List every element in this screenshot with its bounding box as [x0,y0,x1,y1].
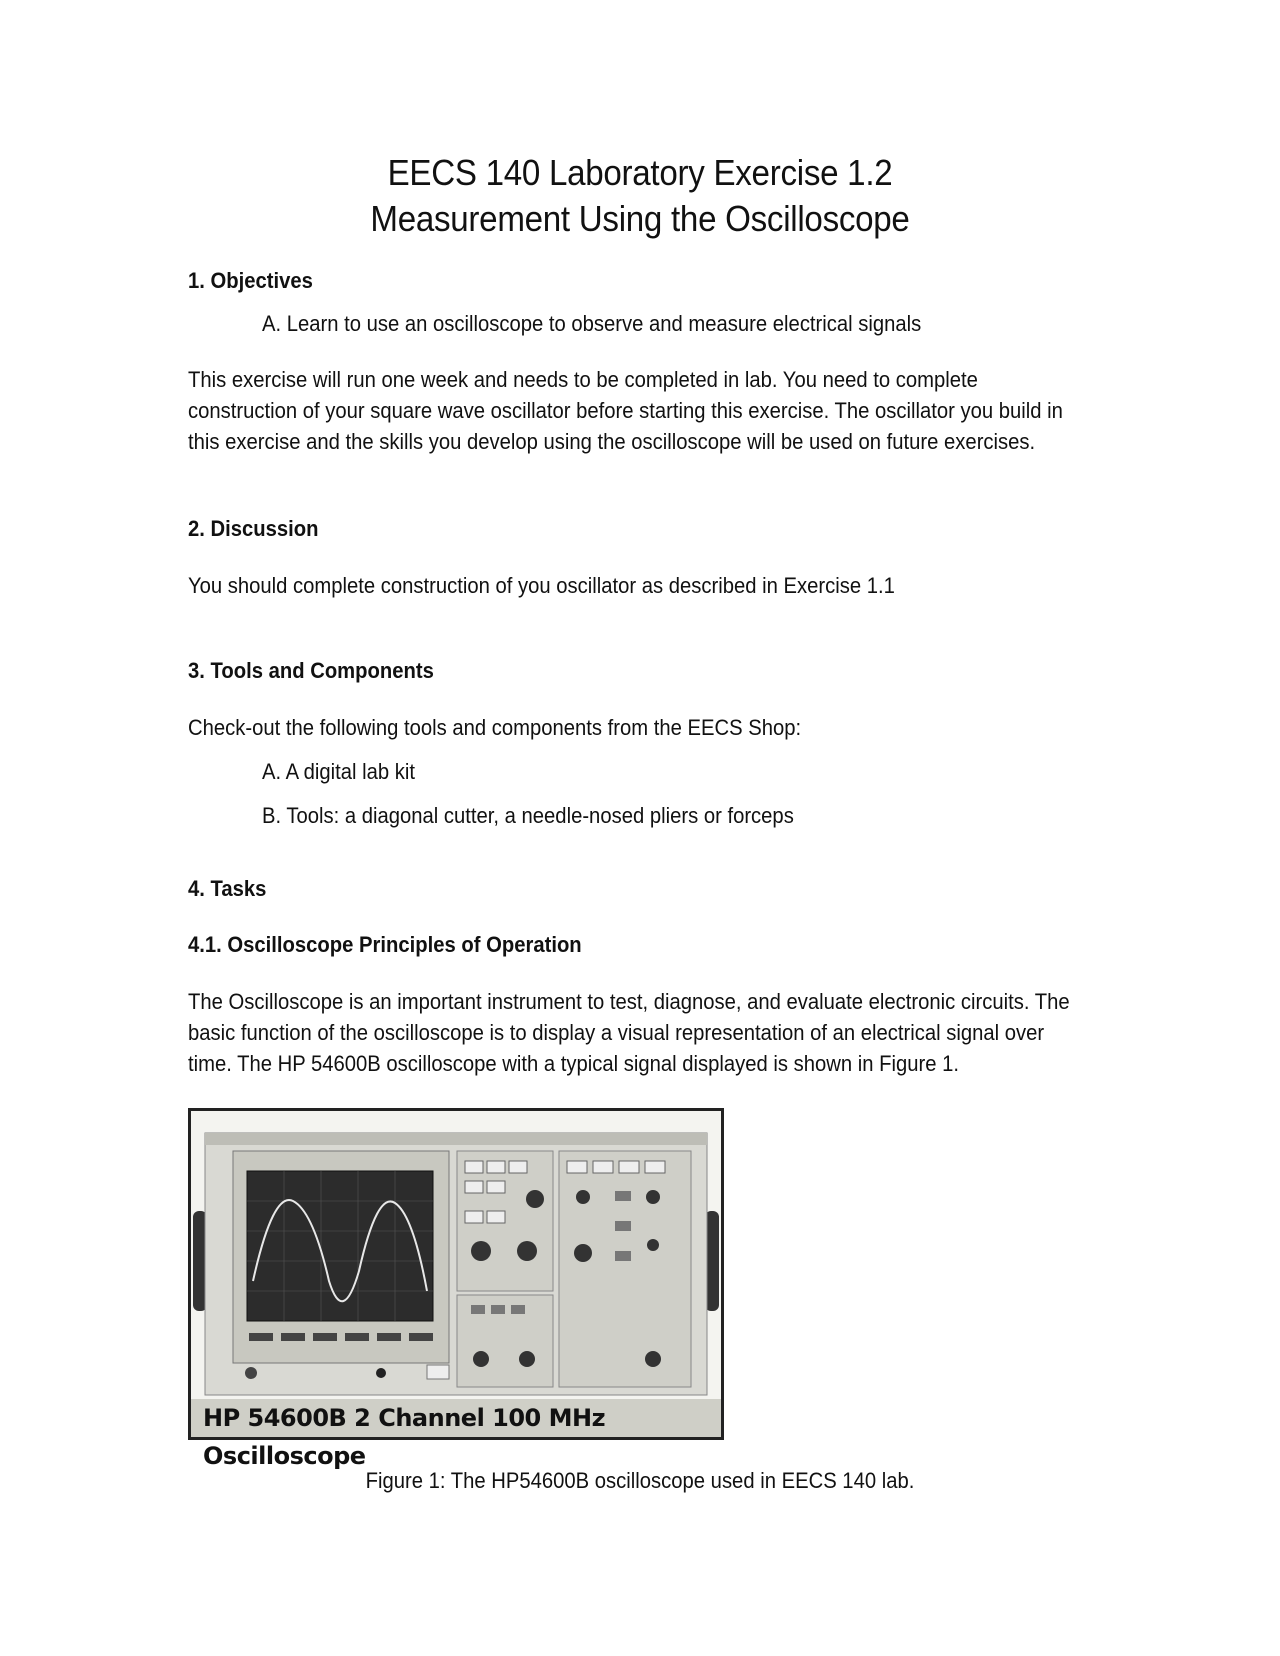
tools-intro: Check-out the following tools and components from the EECS Shop: [188,715,802,740]
tools-heading: 3. Tools and Components [188,658,434,683]
objective-item-a: A. Learn to use an oscilloscope to observe and measure electrical signals [262,311,922,336]
tools-item-b: B. Tools: a diagonal cutter, a needle-nosed pliers or forceps [262,803,794,828]
objectives-para-line-1: This exercise will run one week and needs to be completed in lab. You need to complete [188,367,978,392]
tasks-para-line-1: The Oscilloscope is an important instrument to test, diagnose, and evaluate electronic circuits. The [188,989,1070,1014]
tools-item-a: A. A digital lab kit [262,759,416,784]
oscilloscope-figure [188,1108,724,1470]
figure-banner: HP 54600B 2 Channel 100 MHz Oscilloscope [191,1399,721,1437]
tasks-para-line-3: time. The HP 54600B oscilloscope with a typical signal displayed is shown in Figure 1. [188,1051,960,1076]
tasks-para-line-2: basic function of the oscilloscope is to display a visual representation of an electrical signal over [188,1020,1045,1045]
objectives-para-line-3: this exercise and the skills you develop using the oscilloscope will be used on future exercises. [188,429,1036,454]
objectives-heading: 1. Objectives [188,268,313,293]
figure-caption: Figure 1: The HP54600B oscilloscope used in EECS 140 lab. [365,1468,915,1493]
objectives-para-line-2: construction of your square wave oscillator before starting this exercise. The oscillator you build in [188,398,1063,423]
oscilloscope-illustration [191,1111,721,1399]
title-line-2: Measurement Using the Oscilloscope [370,198,910,239]
tasks-heading: 4. Tasks [188,876,267,901]
title-line-1: EECS 140 Laboratory Exercise 1.2 [387,152,893,193]
discussion-para: You should complete construction of you oscillator as described in Exercise 1.1 [188,573,895,598]
discussion-heading: 2. Discussion [188,516,319,541]
tasks-subheading: 4.1. Oscilloscope Principles of Operation [188,932,582,957]
